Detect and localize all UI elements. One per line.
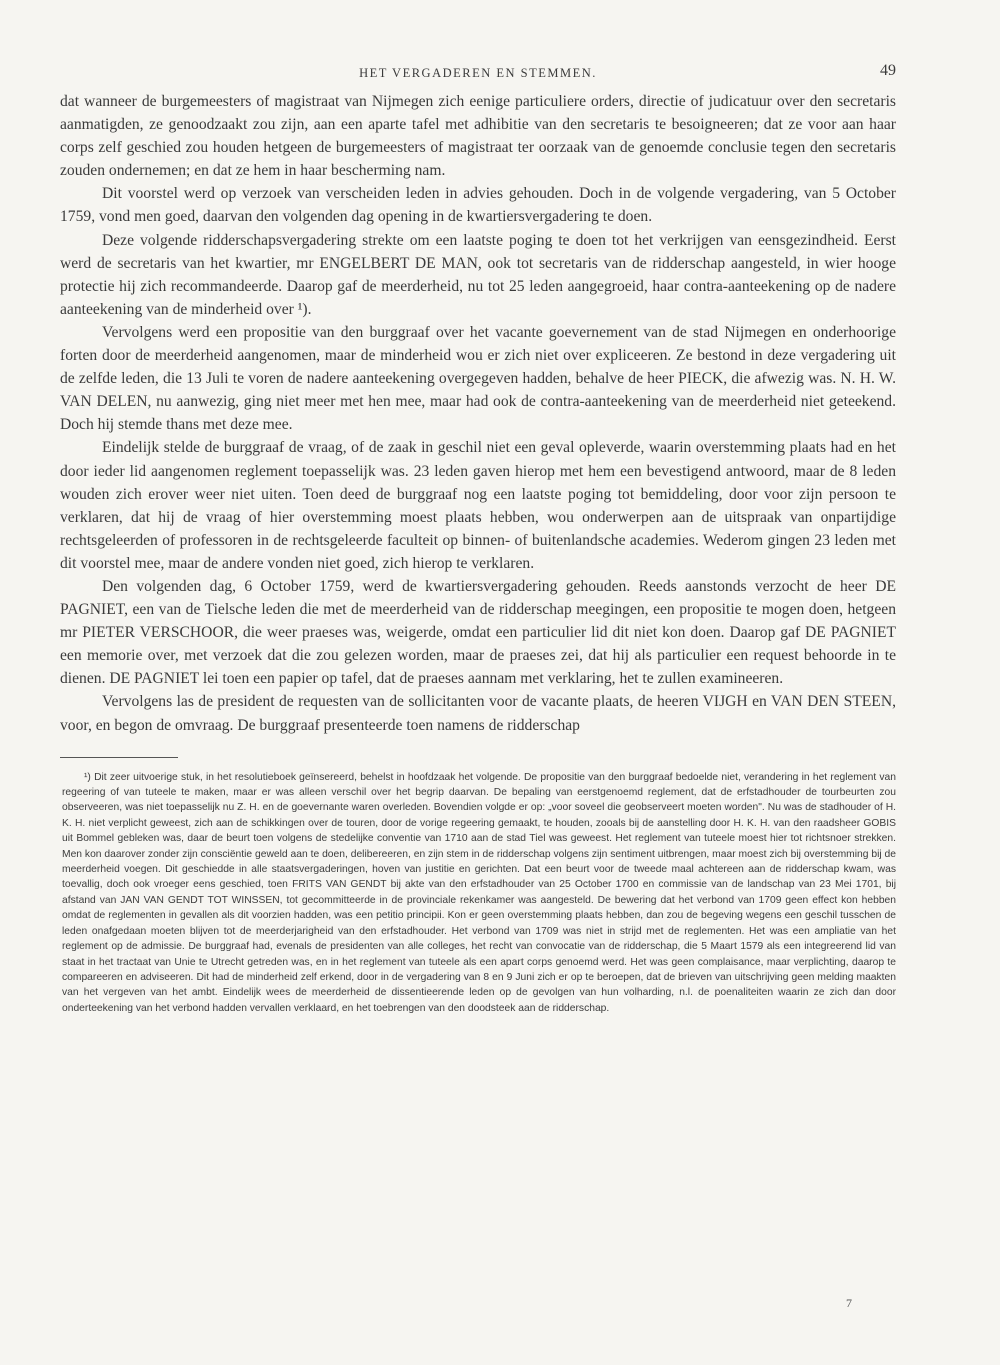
paragraph: Vervolgens werd een propositie van den burggraaf over het vacante goevernement van de stad Nijmegen en onderhoorige forten door de meerderheid aangenomen, maar de minderheid wou er zich niet over expliceeren. Ze bestond in deze vergadering uit de zelfde leden, die 13 Juli te voren de nadere aanteekening overgegeven hadden, behalve de heer PIECK, die afwezig was. N. H. W. VAN DELEN, nu aanwezig, ging niet meer met hen mee, maar had ook de contra-aanteekening van de meerderheid niet geteekend. Doch hij stemde thans met deze mee. (60, 323, 896, 434)
book-page (60, 60, 896, 1016)
paragraph: Dit voorstel werd op verzoek van verscheiden leden in advies gehouden. Doch in de volgende vergadering, van 5 October 1759, vond men goed, daarvan den volgenden dag opening in de kwartiersvergadering te doen. (60, 185, 896, 226)
paragraph: Eindelijk stelde de burggraaf de vraag, of de zaak in geschil niet een geval opleverde, waarin overstemming plaats had en het door ieder lid aangenomen reglement toepasselijk was. 23 leden gaven hierop met hem een bevestigend antwoord, maar de 8 leden wouden zich erover weer niet uiten. Toen deed de burggraaf nog een laatste poging tot bemiddeling, door voor zijn persoon te verklaren, dat hij de vraag of hier overstemming moest plaats hebben, wou onderwerpen aan de uitspraak van onpartijdige rechtsgeleerden of professoren in de rechtsgeleerde faculteit op binnen- of buitenlandsche academies. Wederom gingen 23 leden met dit voorstel mee, maar de andere vonden niet goed, zich hierop te verklaren. (60, 439, 896, 572)
paragraph: Vervolgens las de president de requesten van de sollicitanten voor de vacante plaats, de heeren VIJGH en VAN DEN STEEN, voor, en begon de omvraag. De burggraaf presenteerde toen namens de ridderschap (60, 693, 896, 734)
footnotes (60, 770, 896, 1017)
signature-mark: 7 (846, 1296, 852, 1310)
footnote-divider (60, 757, 178, 758)
running-head (60, 60, 896, 82)
page-number: 49 (880, 62, 896, 79)
paragraph: Deze volgende ridderschapsvergadering strekte om een laatste poging te doen tot het verkrijgen van eensgezindheid. Eerst werd de secretaris van het kwartier, mr ENGELBERT DE MAN, ook tot secretaris van de ridderschap aangesteld, in wier hooge protectie hij zich recommandeerde. Daarop gaf de meerderheid, nu tot 25 leden aangegroeid, haar contra-aanteekening op de nadere aanteekening van de minderheid over ¹). (60, 231, 896, 318)
running-title: HET VERGADEREN EN STEMMEN. (359, 66, 597, 80)
main-text (60, 90, 896, 737)
footnote: ¹) Dit zeer uitvoerige stuk, in het resolutieboek geïnsereerd, behelst in hoofdzaak het volgende. De propositie van den burggraaf bedoelde niet, verandering in het reglement van regeering of van tuteele te maken, maar er was alleen verschil over het begrip daarvan. De bepaling van eerstgenoemd reglement, dat de erfstadhouder de tourbeurten zou observeeren, was niet toepasselijk nu Z. H. en de goevernante waren overleden. Bovendien volgde er op: „voor soveel die geobserveert moeten worden". Nu was de stadhouder of H. K. H. niet verplicht geweest, zich aan de schikkingen over de touren, door de vorige regeering gemaakt, te houden, zooals bij de aanstelling door H. K. H. van den raadsheer GOBIS uit Bommel gebleken was, daar de beurt toen volgens de stedelijke conventie van 1710 aan de stad Tiel was geweest. Het reglement van tuteele moest hier tot richtsnoer strekken. Men kon daarover zonder zijn consciëntie geweld aan te doen, delibereeren, en zijn stem in de ridderschap volgens zijn sentiment uitbrengen, maar moest zich bij overstemming bij de meerderheid voegen. Dit geschiedde in alle staatsvergaderingen, hoven van justitie en gerichten. Dat een beurt voor de tweede maal achtereen aan de ridderschap kwam, was toevallig, doch ook vroeger eens geschied, toen FRITS VAN GENDT bij akte van den erfstadhouder van 25 October 1700 en commissie van de landschap van 23 Mei 1701, bij afstand van JAN VAN GENDT TOT WINSSEN, tot gecommitteerde in de provinciale rekenkamer was aangesteld. De bewering dat het verbond van 1709 geen effect kon hebben omdat de reglementen in gevallen als dit voorzien hadden, was een petitio principii. Kon er geen overstemming plaats hebben, dan zou de begeving wegens een geschil tusschen de leden onafgedaan moeten blijven tot de meerderjarigheid van den erfstadhouder. Het verbond van 1709 was niet in strijd met de reglementen. Het was een ampliatie van het reglement op de admissie. De burggraaf had, evenals de presidenten van alle colleges, het recht van convocatie van de ridderschap, die 5 Maart 1579 als een integreerend lid van staat in het tractaat van Unie te Utrecht getreden was, en in het reglement van tuteele als een apart corps genoemd werd. Het was geen complaisance, maar verplichting, daarop te compareeren en adviseeren. Dit had de minderheid zelf erkend, door in de vergadering van 8 en 9 Juni zich er op te beroepen, dat de brieven van uitschrijving geen melding maakten van het vergeven van het ambt. Eindelijk wees de meerderheid de dissentieerende leden op de gevolgen van hun volharding, n.l. de poenaliteiten waarin ze zich dan door onderteekening van het verbond hadden vervallen verklaard, en het toebrengen van den doodsteek aan de ridderschap. (62, 771, 896, 1014)
paragraph: dat wanneer de burgemeesters of magistraat van Nijmegen zich eenige particuliere orders, directie of judicatuur over den secretaris aanmatigden, ze genoodzaakt zou zijn, aan een aparte tafel met adhibitie van den secretaris te besoigneeren; dat ze voor aan haar corps zelf geschied zou houden hetgeen de burgemeesters of magistraat ter oorzaak van de genoemde conclusie tegen den secretaris zouden ondernemen; en dat ze hem in haar bescherming nam. (60, 93, 896, 180)
paragraph: Den volgenden dag, 6 October 1759, werd de kwartiersvergadering gehouden. Reeds aanstonds verzocht de heer DE PAGNIET, een van de Tielsche leden die met de meerderheid van de ridderschap meegingen, een propositie te mogen doen, hetgeen mr PIETER VERSCHOOR, die weer praeses was, weigerde, omdat een particulier lid dit niet kon doen. Daarop gaf DE PAGNIET een memorie over, met verzoek dat die zou gelezen worden, maar de praeses zei, dat hij als particulier een request behoorde in te dienen. DE PAGNIET lei toen een papier op tafel, dat de praeses aannam met verklaring, het te zullen examineeren. (60, 577, 896, 688)
